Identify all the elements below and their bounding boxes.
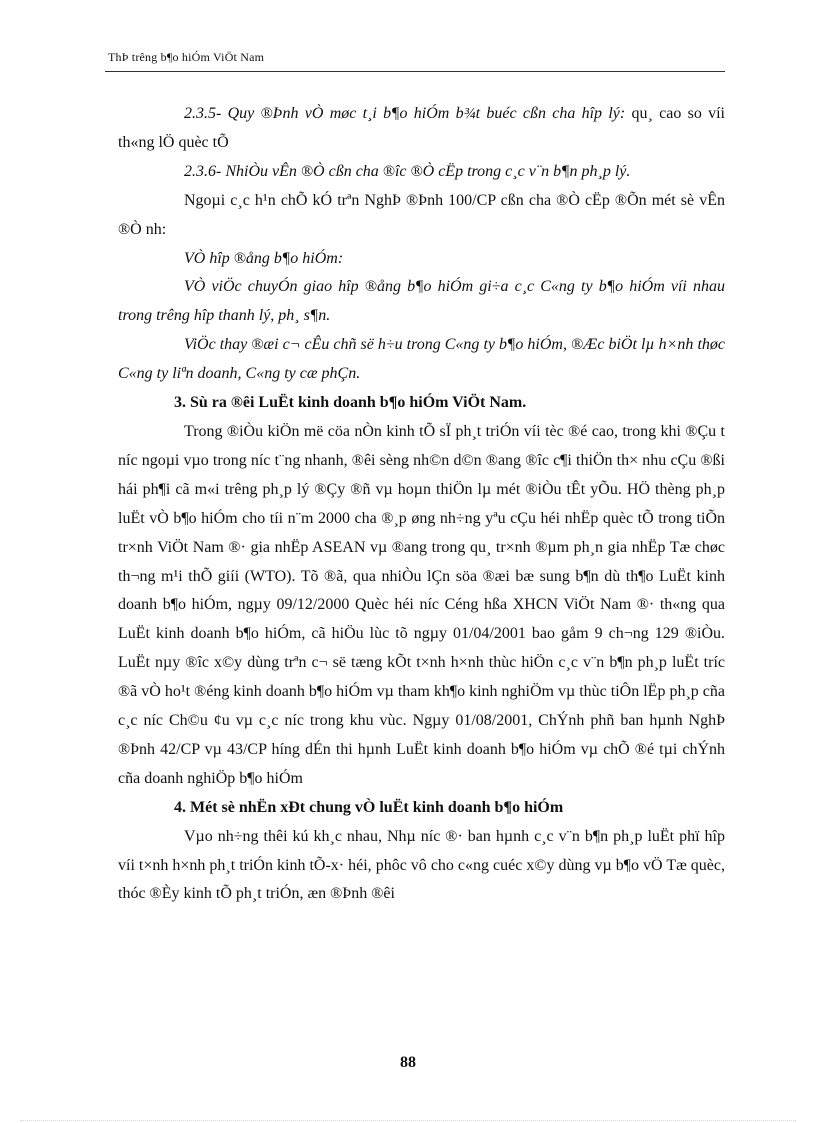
page-body xyxy=(118,100,725,909)
section-3-heading: 3. Sù ra ®êi LuËt kinh doanh b¶o hiÓm ViÖt Nam. xyxy=(174,394,527,412)
section-2-3-5-title: 2.3.5- Quy ®Þnh vÒ møc t¸i b¶o hiÓm b¾t buéc cßn cha hîp lý: xyxy=(184,105,626,122)
footer-divider xyxy=(20,1120,796,1121)
section-2-3-5 xyxy=(118,100,725,158)
section-2-3-6: 2.3.6- NhiÒu vÊn ®Ò cßn cha ®îc ®Ò cËp trong c¸c v¨n b¶n ph¸p lý. xyxy=(184,162,631,180)
paragraph-limitations: Ngoµi c¸c h¹n chÕ kÓ trªn NghÞ ®Þnh 100/CP cßn cha ®Ò cËp ®Õn mét sè vÊn ®Ò nh: xyxy=(118,191,725,238)
running-header: ThÞ trêng b¶o hiÓm ViÖt Nam xyxy=(108,50,265,64)
item-contract-transfer: VÒ viÖc chuyÓn giao hîp ®ång b¶o hiÓm gi÷a c¸c C«ng ty b¶o hiÓm víi nhau trong trêng hîp thanh lý, ph¸ s¶n. xyxy=(118,278,725,325)
section-3-body: Trong ®iÒu kiÖn më cöa nÒn kinh tÕ sÏ ph¸t triÓn víi tèc ®é cao, trong khi ®Çu t níc ngoµi vµo trong níc t¨ng nhanh, ®êi sèng nh©n d©n ®ang ®îc c¶i thiÖn th× nhu cÇu ®ßi hái ph¶i cã m«i trêng ph¸p lý ®Çy ®ñ vµ hoµn thiÖn lµ mét ®iÒu tÊt yÕu. HÖ thèng ph¸p luËt vÒ b¶o hiÓm cho tíi n¨m 2000 cha ®¸p øng nh÷ng yªu cÇu héi nhËp quèc tÕ trong tiÕn tr×nh ViÖt Nam ®· gia nhËp ASEAN vµ ®ang trong qu¸ tr×nh ®µm ph¸n gia nhËp Tæ chøc th¬ng m¹i thÕ giíi (WTO). Tõ ®ã, qua nhiÒu lÇn söa ®æi bæ sung b¶n dù th¶o LuËt kinh doanh b¶o hiÓm, ngµy 09/12/2000 Quèc héi níc Céng hßa XHCN ViÖt Nam ®· th«ng qua LuËt kinh doanh b¶o hiÓm, cã hiÖu lùc tõ ngµy 01/04/2001 bao gåm 9 ch¬ng 129 ®iÒu. LuËt nµy ®îc x©y dùng trªn c¬ së tæng kÕt t×nh h×nh thùc hiÖn c¸c v¨n b¶n ph¸p luËt tríc ®ã vÒ ho¹t ®éng kinh doanh b¶o hiÓm vµ tham kh¶o kinh nghiÖm vµ thùc tiÔn lËp ph¸p cña c¸c níc Ch©u ¢u vµ c¸c níc trong khu vùc. Ngµy 01/08/2001, ChÝnh phñ ban hµnh NghÞ ®Þnh 42/CP vµ 43/CP híng dÉn thi hµnh LuËt kinh doanh b¶o hiÓm vµ chÕ ®é tµi chÝnh cña doanh nghiÖp b¶o hiÓm xyxy=(118,422,725,787)
item-insurance-contract: VÒ hîp ®ång b¶o hiÓm: xyxy=(184,249,344,267)
section-2-3-5-text: qu¸ cao so víi th«ng lÖ quèc tÕ xyxy=(118,105,725,151)
item-ownership-change: ViÖc thay ®æi c¬ cÊu chñ së h÷u trong C«ng ty b¶o hiÓm, ®Æc biÖt lµ h×nh thøc C«ng ty liªn doanh, C«ng ty cæ phÇn. xyxy=(118,336,725,383)
header-divider xyxy=(105,71,725,72)
page-number: 88 xyxy=(400,1054,416,1071)
section-4-body: Vµo nh÷ng thêi kú kh¸c nhau, Nhµ níc ®· ban hµnh c¸c v¨n b¶n ph¸p luËt phï hîp víi t×nh h×nh ph¸t triÓn kinh tÕ-x· héi, phôc vô cho c«ng cuéc x©y dùng vµ b¶o vÖ Tæ quèc, thóc ®Èy kinh tÕ ph¸t triÓn, æn ®Þnh ®êi xyxy=(118,827,725,903)
section-4-heading: 4. Mét sè nhËn xÐt chung vÒ luËt kinh doanh b¶o hiÓm xyxy=(174,798,564,816)
